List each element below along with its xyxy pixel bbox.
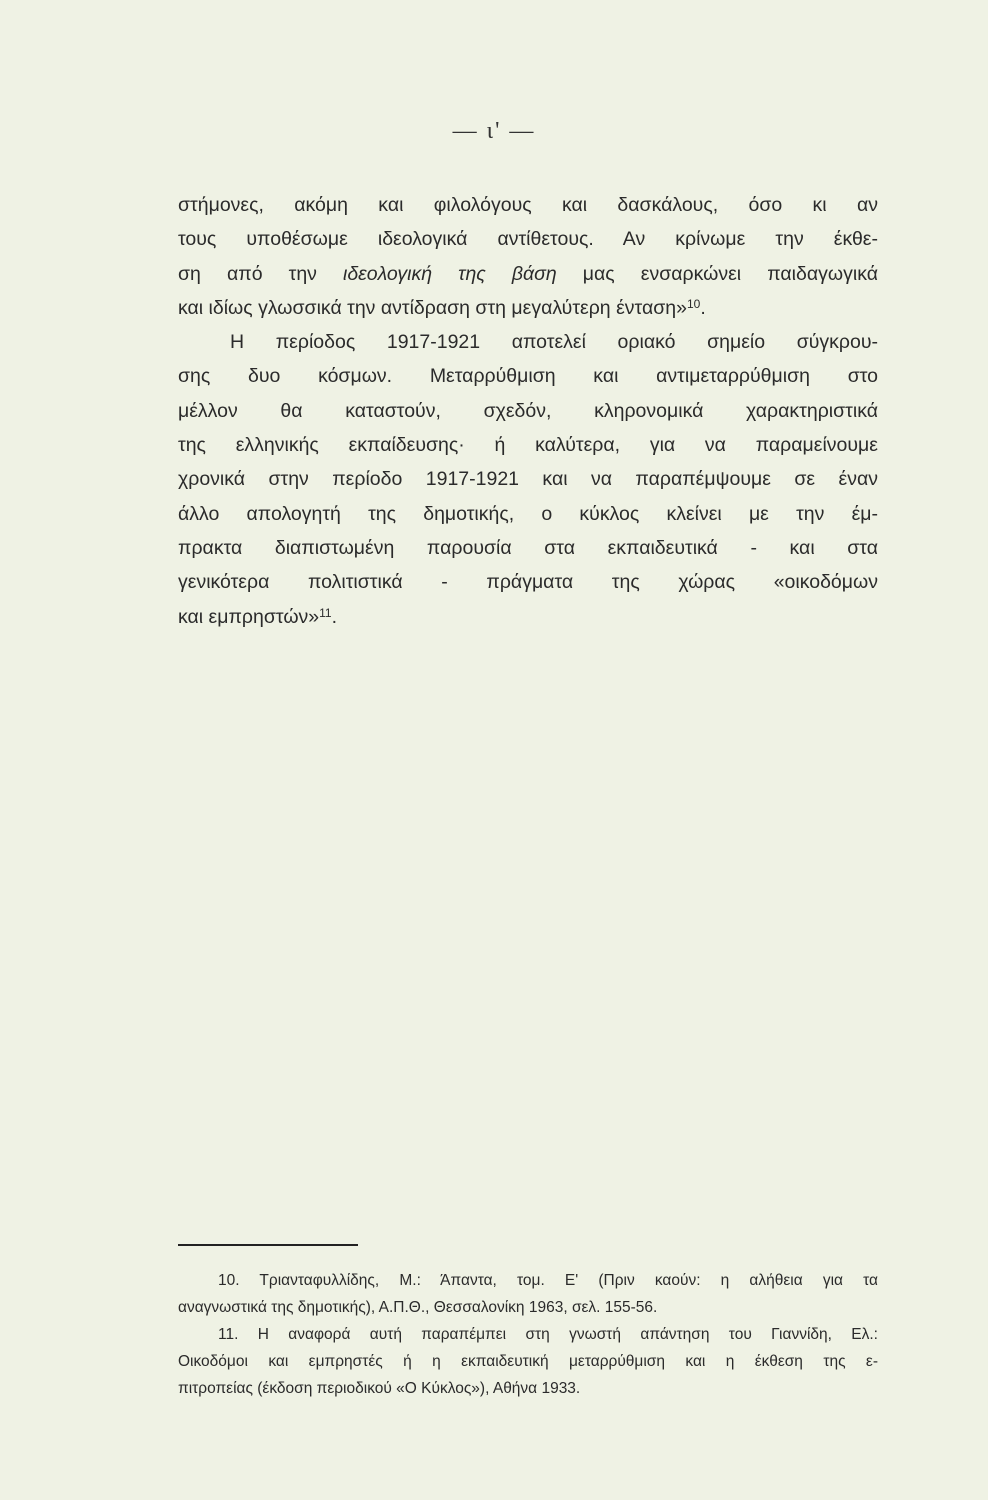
footnote-ref-11: 11: [319, 605, 332, 620]
text-line: [178, 291, 878, 325]
footnote-11-line: Οικοδόμοι και εμπρηστές ή η εκπαιδευτική μεταρρύθμιση και η έκθεση της ε-: [178, 1353, 878, 1370]
footnote-ref-10: 10: [686, 296, 701, 311]
italic-emphasis: ιδεολογική της βάση: [343, 262, 557, 285]
text-line: πρακτα διαπιστωμένη παρουσία στα εκπαιδευτικά - και στα: [178, 536, 878, 559]
text-line: της ελληνικής εκπαίδευσης· ή καλύτερα, για να παραμείνουμε: [178, 434, 878, 457]
text-run: ση από την: [178, 262, 344, 285]
page-number: — ι' —: [452, 118, 536, 144]
text-line: άλλο απολογητή της δημοτικής, ο κύκλος κλείνει με την έμ-: [178, 502, 878, 525]
text-line: γενικότερα πολιτιστικά - πράγματα της χώρας «οικοδόμων: [178, 571, 878, 594]
text-line: χρονικά στην περίοδο 1917-1921 και να παραπέμψουμε σε έναν: [178, 468, 878, 491]
footnotes: [178, 1267, 878, 1402]
text-line: στήμονες, ακόμη και φιλολόγους και δασκάλους, όσο κι αν: [178, 194, 878, 216]
text-line: Η περίοδος 1917-1921 αποτελεί οριακό σημείο σύγκρου-: [230, 331, 878, 354]
text-line: [178, 600, 878, 634]
text-run: .: [331, 605, 338, 628]
text-run: και ιδίως γλωσσικά την αντίδραση στη μεγαλύτερη ένταση»: [178, 296, 687, 319]
text-line: [178, 257, 878, 291]
text-line: τους υποθέσωμε ιδεολογικά αντίθετους. Αν κρίνωμε την έκθε-: [178, 228, 878, 251]
text-run: και εμπρηστών»: [178, 605, 320, 628]
footnote-11-line: 11. Η αναφορά αυτή παραπέμπει στη γνωστή απάντηση του Γιαννίδη, Ελ.:: [218, 1326, 878, 1343]
text-run: .: [700, 296, 706, 319]
footnote-10-line: αναγνωστικά της δημοτικής), Α.Π.Θ., Θεσσαλονίκη 1963, σελ. 155-56.: [178, 1299, 658, 1316]
text-line: σης δυο κόσμων. Μεταρρύθμιση και αντιμεταρρύθμιση στο: [178, 365, 878, 388]
footnote-divider: [178, 1244, 358, 1246]
text-run: μας ενσαρκώνει παιδαγωγικά: [556, 262, 878, 285]
text-line: μέλλον θα καταστούν, σχεδόν, κληρονομικά χαρακτηριστικά: [178, 399, 878, 422]
footnote-10-line: 10. Τριανταφυλλίδης, Μ.: Άπαντα, τομ. Ε' (Πριν καούν: η αλήθεια για τα: [218, 1272, 878, 1289]
body-text: [178, 188, 878, 634]
footnote-11-line: πιτροπείας (έκδοση περιοδικού «Ο Κύκλος»), Αθήνα 1933.: [178, 1380, 581, 1397]
